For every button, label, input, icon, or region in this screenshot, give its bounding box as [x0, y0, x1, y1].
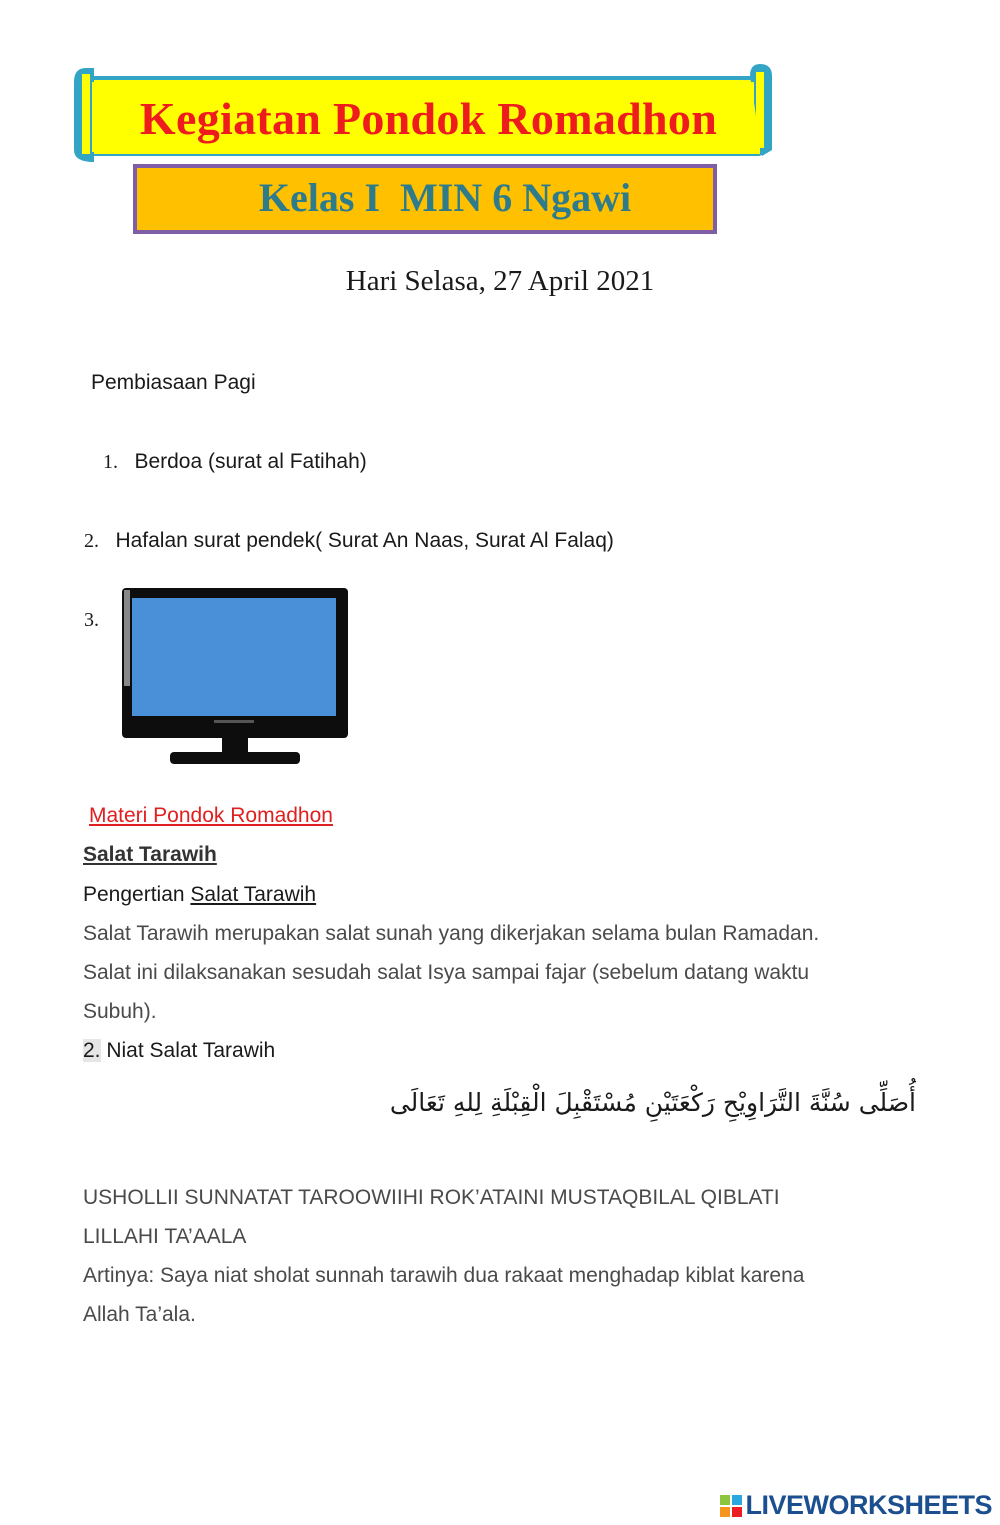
date-line: Hari Selasa, 27 April 2021 [345, 265, 655, 297]
definition-term: Salat Tarawih [190, 883, 317, 906]
meaning-line: Allah Ta’ala. [83, 1303, 196, 1326]
monitor-icon [122, 580, 348, 770]
definition-line: Salat Tarawih merupakan salat sunah yang dikerjakan selama bulan Ramadan. [83, 922, 820, 945]
list-item [84, 529, 614, 553]
niat-number: 2. [83, 1039, 101, 1062]
list-number: 2. [84, 530, 99, 552]
materi-link[interactable]: Materi Pondok Romadhon [89, 804, 333, 827]
page-title: Kegiatan Pondok Romadhon [139, 93, 718, 144]
latin-line: LILLAHI TA’AALA [83, 1225, 247, 1248]
niat-label: Niat Salat Tarawih [100, 1039, 276, 1062]
latin-line: USHOLLII SUNNATAT TAROOWIIHI ROK’ATAINI MUSTAQBILAL QIBLATI [83, 1186, 780, 1209]
list-number: 3. [84, 609, 99, 631]
subtitle-banner [133, 164, 717, 234]
list-text: Hafalan surat pendek( Surat An Naas, Surat Al Falaq) [115, 529, 614, 552]
title-banner [70, 62, 775, 170]
definition-label: Pengertian [83, 883, 191, 906]
niat-heading [83, 1039, 275, 1063]
definition-heading [83, 883, 316, 907]
section-heading-salat-tarawih: Salat Tarawih [83, 843, 217, 866]
liveworksheets-logo [720, 1490, 992, 1521]
list-item [103, 450, 367, 474]
logo-text: LIVEWORKSHEETS [745, 1490, 992, 1520]
list-text: Berdoa (surat al Fatihah) [134, 450, 367, 473]
list-number: 1. [103, 451, 118, 473]
section-heading-pembiasaan: Pembiasaan Pagi [91, 371, 256, 394]
definition-line: Subuh). [83, 1000, 157, 1023]
meaning-line: Artinya: Saya niat sholat sunnah tarawih dua rakaat menghadap kiblat karena [83, 1264, 805, 1287]
arabic-niat-text: أُصَلِّى سُنَّةَ التَّرَاوِيْحِ رَكْعَتَيْنِ مُسْتَقْبِلَ الْقِبْلَةِ لِلهِ تَعَالَى [389, 1088, 916, 1117]
logo-icon [720, 1495, 742, 1517]
definition-line: Salat ini dilaksanakan sesudah salat Isya sampai fajar (sebelum datang waktu [83, 961, 810, 984]
class-subtitle: Kelas I MIN 6 Ngawi [258, 175, 632, 220]
